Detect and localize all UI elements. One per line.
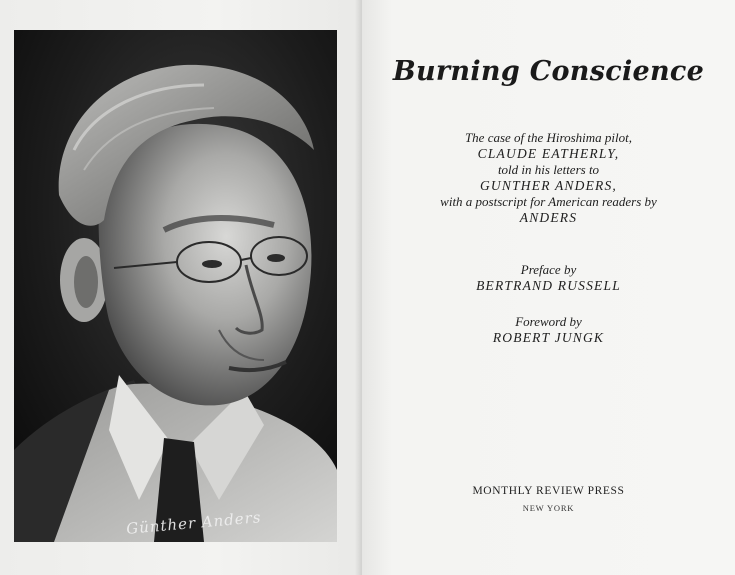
description-line: GUNTHER ANDERS,	[479, 178, 617, 193]
preface-author: BERTRAND RUSSELL	[476, 278, 621, 293]
description-line: told in his letters to	[497, 162, 600, 177]
publisher-city: NEW YORK	[522, 503, 575, 513]
description-block	[362, 130, 735, 226]
preface-block	[362, 262, 735, 294]
description-line: CLAUDE EATHERLY,	[477, 146, 620, 161]
preface-label: Preface by	[520, 262, 577, 277]
left-page	[0, 0, 362, 575]
foreword-block	[362, 314, 735, 346]
book-title: Burning Conscience	[392, 56, 705, 87]
portrait-image	[14, 30, 337, 542]
description-line: The case of the Hiroshima pilot,	[464, 130, 633, 145]
description-line: ANDERS	[519, 210, 578, 225]
description-line: with a postscript for American readers by	[440, 194, 657, 209]
author-portrait-photo	[14, 30, 337, 542]
publisher-name: MONTHLY REVIEW PRESS	[472, 485, 625, 497]
foreword-label: Foreword by	[515, 314, 582, 329]
author-signature: Günther Anders	[125, 508, 263, 538]
foreword-author: ROBERT JUNGK	[492, 330, 605, 345]
